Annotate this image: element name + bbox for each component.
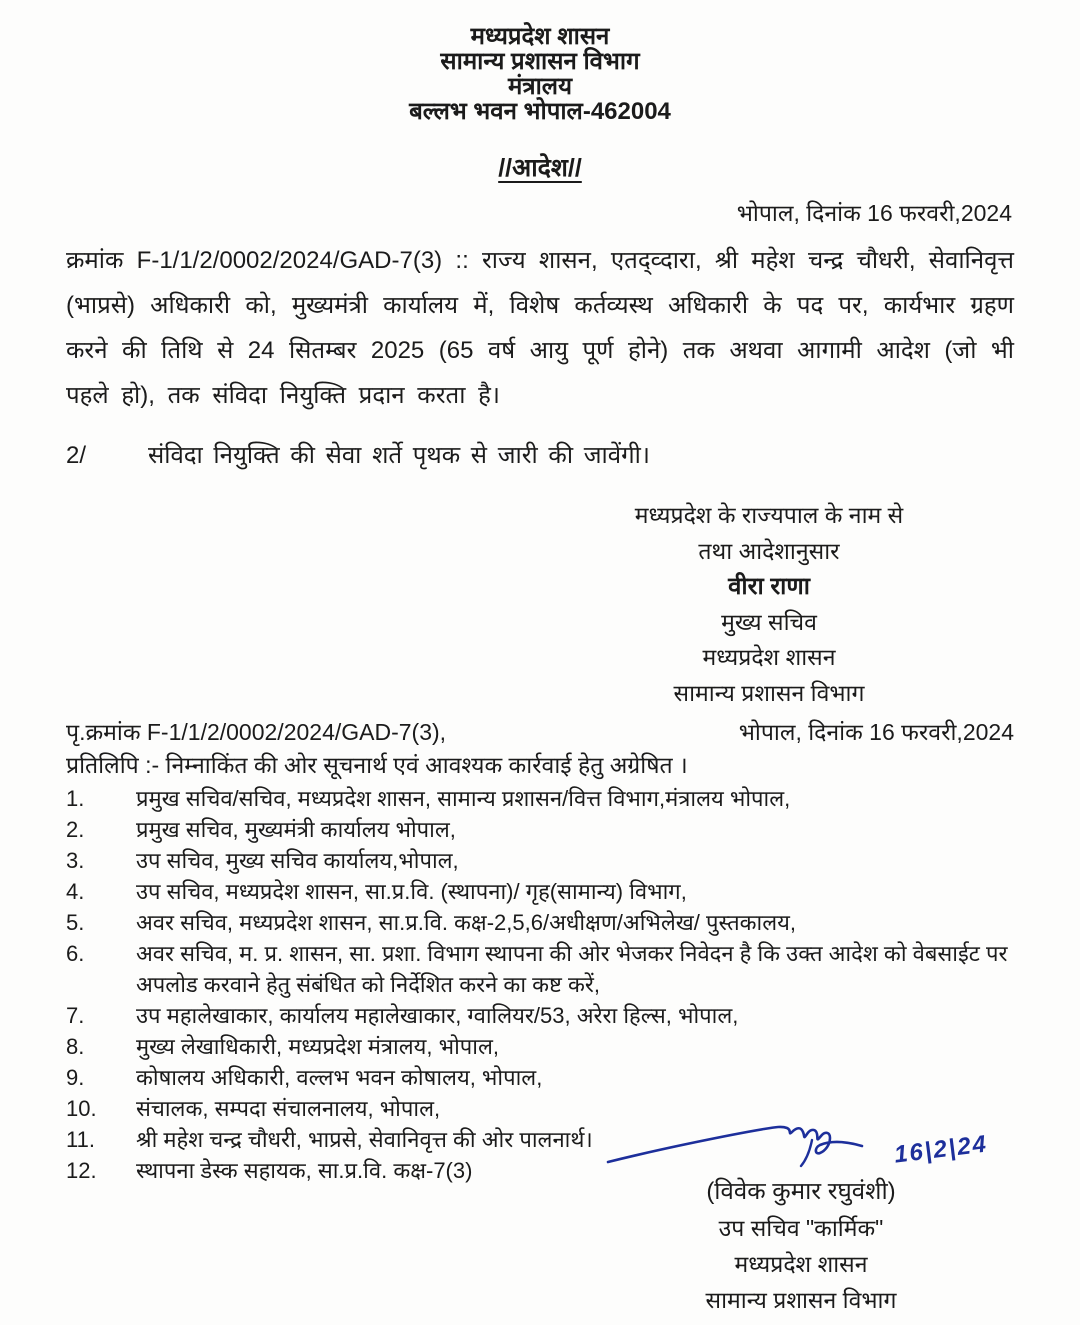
list-item-number: 9. [66,1065,85,1090]
list-item-text: उप सचिव, मध्यप्रदेश शासन, सा.प्र.वि. (स्थापना)/ गृह(सामान्य) विभाग, [136,879,687,904]
list-item-text: स्थापना डेस्क सहायक, सा.प्र.वि. कक्ष-7(3) [136,1158,473,1183]
signature-block [586,1118,1016,1318]
letterhead-ministry: मंत्रालय [507,73,572,100]
handwritten-date: 16|2|24 [892,1130,990,1169]
list-item [66,1000,1014,1031]
list-item [66,1062,1014,1093]
list-item-text: संचालक, सम्पदा संचालनालय, भोपाल, [136,1096,441,1121]
signatory-government: मध्यप्रदेश शासन [734,1251,868,1277]
list-item-text: अवर सचिव, म. प्र. शासन, सा. प्रशा. विभाग स्थापना की ओर भेजकर निवेदन है कि उक्त आदेश को वेबसाईट पर अपलोड करवाने हेतु संबंधित को निर्देशित करने का कष्ट करें, [136,941,1008,997]
list-item-text: मुख्य लेखाधिकारी, मध्यप्रदेश मंत्रालय, भोपाल, [136,1034,499,1059]
list-item-number: 6. [66,941,85,966]
letterhead-government: मध्यप्रदेश शासन [470,23,610,50]
list-item [66,814,1014,845]
copy-forwarding-line: प्रतिलिपि :- निम्नाकिंत की ओर सूचनार्थ एवं आवश्यक कार्रवाई हेतु अग्रेषित । [66,752,688,778]
authority-designation: मुख्य सचिव [721,608,817,635]
list-item [66,876,1014,907]
signature-art [586,1118,1016,1174]
list-item-number: 2. [66,817,85,842]
list-item [66,1031,1014,1062]
list-item [66,938,1014,1000]
handwritten-signature-icon [604,1118,904,1174]
endorsement-ref-row [66,717,1014,747]
clause-2 [66,440,1014,472]
signatory-name: (विवेक कुमार रघुवंशी) [706,1178,896,1205]
authority-as-per-order-line: तथा आदेशानुसार [698,537,840,564]
authority-by-order-line: मध्यप्रदेश के राज्यपाल के नाम से [634,502,904,528]
authority-department: सामान्य प्रशासन विभाग [673,679,865,706]
list-item-number: 11. [66,1127,95,1152]
letterhead [66,24,1014,124]
letterhead-address: बल्लभ भवन भोपाल-462004 [409,98,671,125]
list-item-number: 7. [66,1003,85,1028]
letterhead-department: सामान्य प्रशासन विभाग [440,48,640,75]
list-item-number: 1. [66,786,85,811]
issue-date-line: भोपाल, दिनांक 16 फरवरी,2024 [736,200,1012,226]
endorsement-date-line: भोपाल, दिनांक 16 फरवरी,2024 [738,719,1014,745]
list-item [66,783,1014,814]
list-item-number: 3. [66,848,85,873]
list-item-number: 10. [66,1096,97,1121]
signatory-department: सामान्य प्रशासन विभाग [705,1287,897,1313]
list-item-text: प्रमुख सचिव, मुख्यमंत्री कार्यालय भोपाल, [136,817,456,842]
list-item-number: 4. [66,879,85,904]
authority-block [534,498,1004,711]
list-item-number: 8. [66,1034,85,1059]
list-item [66,907,1014,938]
list-item-text: प्रमुख सचिव/सचिव, मध्यप्रदेश शासन, सामान्य प्रशासन/वित्त विभाग,मंत्रालय भोपाल, [136,786,791,811]
authority-signatory-name: वीरा राणा [728,573,810,600]
list-item-text: उप महालेखाकार, कार्यालय महालेखाकार, ग्वालियर/53, अरेरा हिल्स, भोपाल, [136,1003,739,1028]
list-item [66,845,1014,876]
clause-2-number: 2/ [66,442,87,469]
signatory-designation: उप सचिव "कार्मिक" [718,1215,884,1241]
clause-2-text: संविदा नियुक्ति की सेवा शर्ते पृथक से जारी की जावेंगी। [148,442,650,469]
list-item-number: 5. [66,910,85,935]
order-body-paragraph: क्रमांक F-1/1/2/0002/2024/GAD-7(3) :: राज्य शासन, एतद्व्दारा, श्री महेश चन्द्र चौधरी, सेवानिवृत्त (भाप्रसे) अधिकारी को, मुख्यमंत्री कार्यालय में, विशेष कर्तव्यस्थ अधिकारी के पद पर, कार्यभार ग्रहण करने की तिथि से 24 सितम्बर 2025 (65 वर्ष आयु पूर्ण होने) तक अथवा आगामी आदेश (जो भी पहले हो), तक संविदा नियुक्ति प्रदान करता है। [66,247,1014,409]
authority-government: मध्यप्रदेश शासन [702,644,836,670]
endorsement-ref-number: पृ.क्रमांक F-1/1/2/0002/2024/GAD-7(3), [66,719,447,745]
list-item-text: अवर सचिव, मध्यप्रदेश शासन, सा.प्र.वि. कक्ष-2,5,6/अधीक्षण/अभिलेख/ पुस्तकालय, [136,910,796,935]
list-item-number: 12. [66,1158,97,1183]
list-item-text: उप सचिव, मुख्य सचिव कार्यालय,भोपाल, [136,848,459,873]
list-item-text: श्री महेश चन्द्र चौधरी, भाप्रसे, सेवानिवृत्त की ओर पालनार्थ। [136,1127,593,1152]
order-title: //आदेश// [498,154,582,182]
list-item-text: कोषालय अधिकारी, वल्लभ भवन कोषालय, भोपाल, [136,1065,543,1090]
